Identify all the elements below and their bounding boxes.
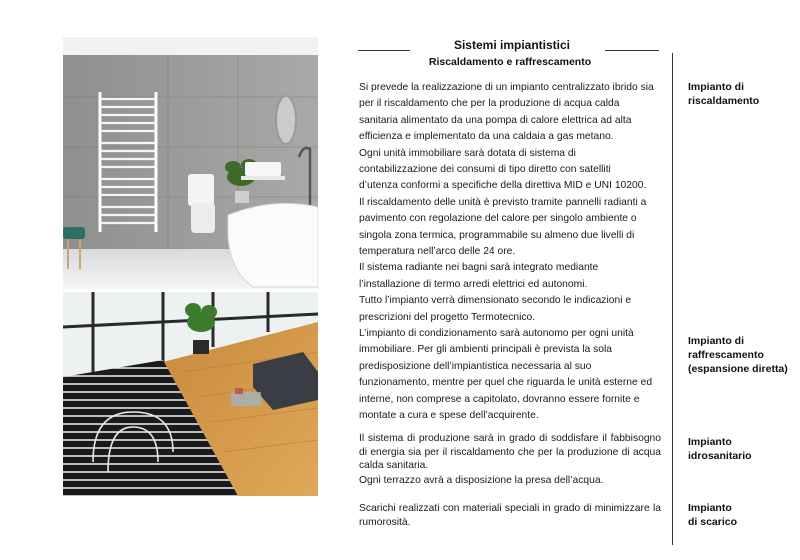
text-line: interne, non comprese a capitolato, dovranno essere fornite e: [359, 393, 640, 405]
text-line: Il riscaldamento delle unità è previsto tramite pannelli radianti a: [359, 196, 647, 208]
label-heating: Impianto di riscaldamento: [688, 81, 760, 107]
label-drain: Impianto di scarico: [688, 502, 738, 528]
text-line: Si prevede la realizzazione di un impianto centralizzato ibrido sia: [359, 82, 654, 93]
text-line: L’impianto di condizionamento sarà autonomo per ogni unità: [359, 328, 634, 339]
text-line: d’utenza conformi a specifiche della direttiva MID e UNI 10200.: [359, 180, 647, 192]
text-line: temperatura nell’arco delle 24 ore.: [359, 246, 516, 258]
water-text: [359, 432, 661, 487]
header-rule-right: [605, 50, 659, 51]
text-line: l’installazione di termo arredi elettrici ed autonomi.: [359, 278, 588, 290]
text-line: contabilizzazione dei consumi di tipo diretto con satelliti: [359, 164, 611, 176]
text-line: per il riscaldamento che per la produzione di acqua calda: [359, 98, 620, 110]
header-rule-left: [358, 50, 410, 51]
label-cooling: Impianto di raffrescamento (espansione diretta): [688, 335, 788, 375]
section-divider: [672, 53, 673, 545]
text-line: efficienza e implementato da una caldaia a gas metano.: [359, 131, 614, 143]
label-water: Impianto idrosanitario: [688, 436, 752, 462]
page-title: Sistemi impiantistici: [453, 38, 571, 52]
text-line: Tutto l’impianto verrà dimensionato secondo le indicazioni e: [359, 295, 632, 307]
text-line: funzionamento, mentre per quel che riguarda le unità esterne ed: [359, 377, 653, 389]
text-paragraph: Il sistema di produzione sarà in grado di soddisfare il fabbisogno di energia sia per il riscaldamento che per la produzione di acqua calda sanitaria.: [359, 433, 661, 472]
text-line: pavimento con regolazione del calore per singolo ambiente o: [359, 213, 637, 225]
page-subtitle: Riscaldamento e raffrescamento: [428, 56, 592, 68]
text-line: Ogni terrazzo avrà a disposizione la presa dell’acqua.: [359, 474, 604, 486]
text-paragraph: Scarichi realizzati con materiali speciali in grado di minimizzare la rumorosità.: [359, 503, 661, 528]
text-line: Il sistema radiante nei bagni sarà integrato mediante: [359, 262, 599, 274]
text-line: Ogni unità immobiliare sarà dotata di sistema di: [359, 147, 576, 159]
text-line: sanitaria alimentato da una pompa di calore elettrica ad alta: [359, 114, 632, 126]
bathroom-photo: [63, 37, 318, 289]
floor-heating-illustration: [63, 292, 318, 496]
text-line: singola zona termica, programmabile su almeno due livelli di: [359, 229, 635, 241]
text-line: immobiliare. Per gli ambienti principali è prevista la sola: [359, 344, 612, 356]
heating-text: [359, 80, 661, 326]
text-line: predisposizione dell’impiantistica necessaria al suo: [359, 360, 592, 372]
bathroom-illustration: [63, 37, 318, 289]
text-line: montate a cura e spese dell’acquirente.: [359, 410, 539, 422]
text-line: prescrizioni del progetto Termotecnico.: [359, 311, 536, 323]
cooling-text: [359, 326, 661, 424]
floor-heating-photo: [63, 292, 318, 496]
drain-text: [359, 502, 661, 530]
